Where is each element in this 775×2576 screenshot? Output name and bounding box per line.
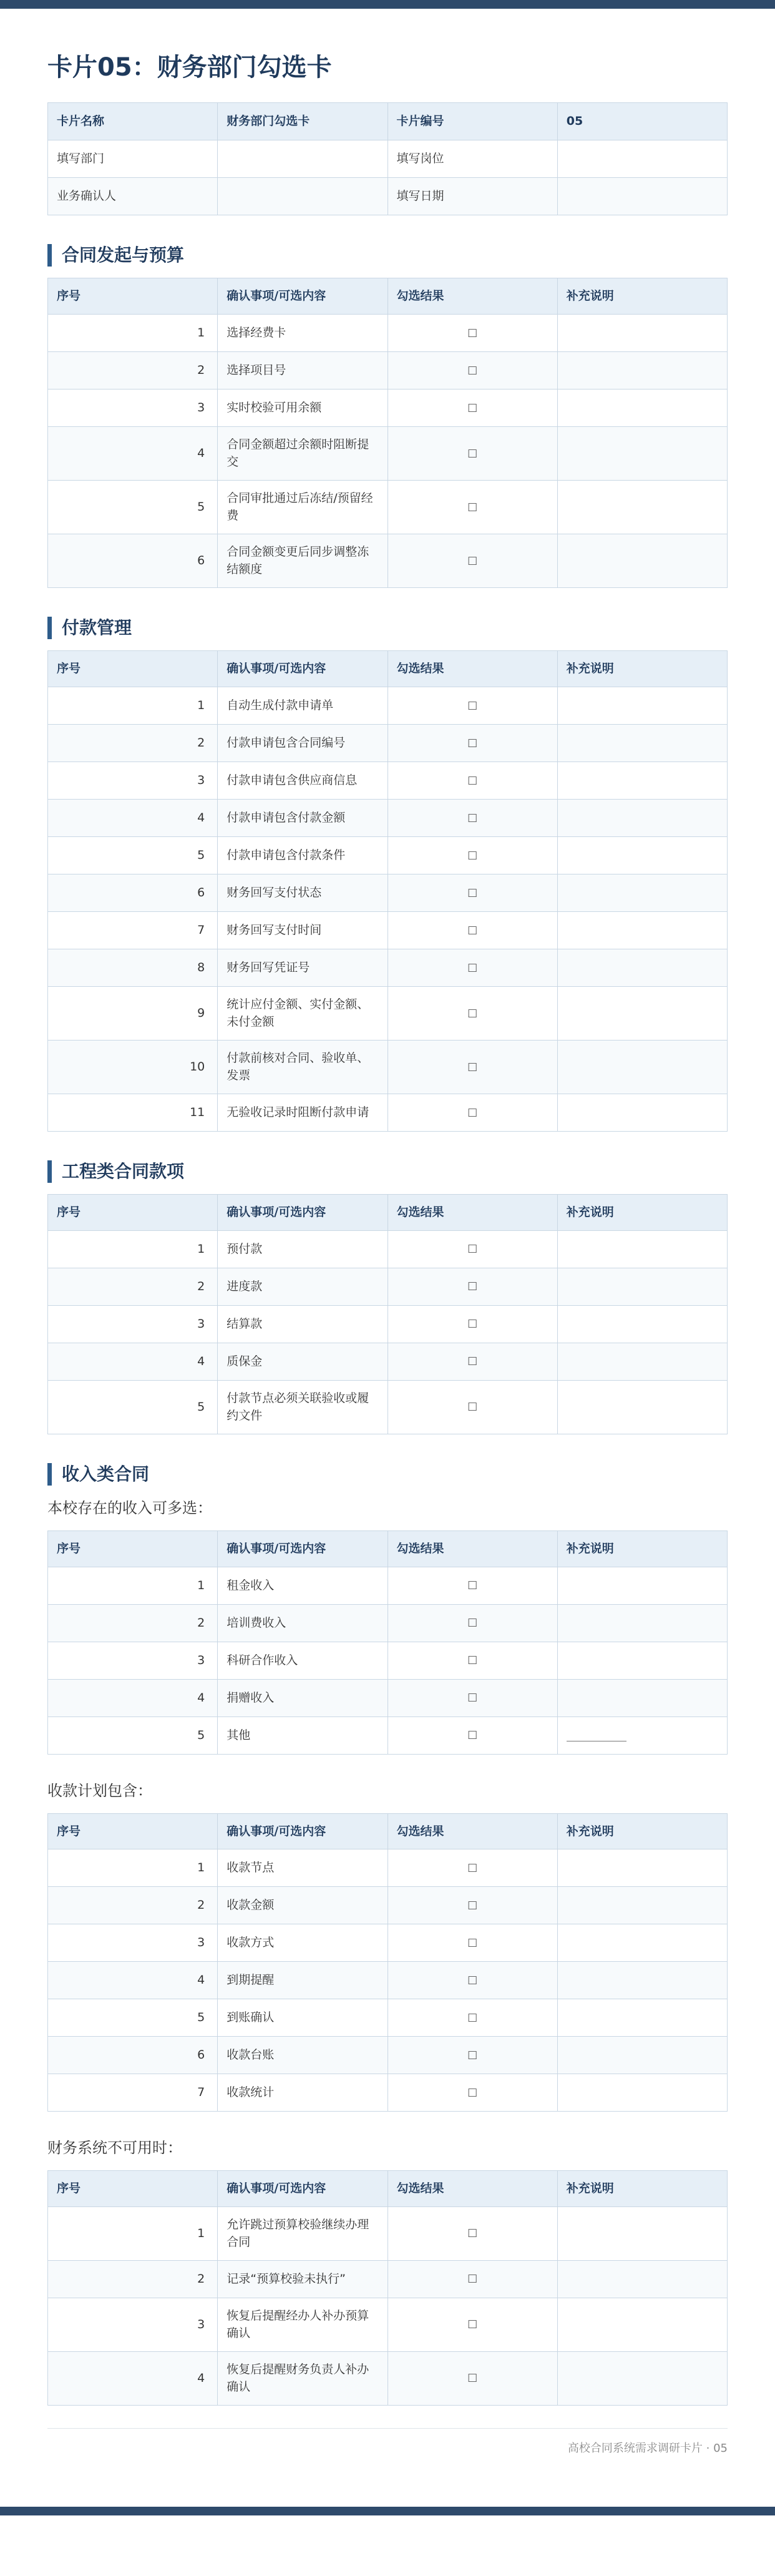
- note-cell[interactable]: [557, 351, 727, 389]
- note-cell[interactable]: [557, 986, 727, 1040]
- row-item: 付款节点必须关联验收或履约文件: [218, 1380, 388, 1434]
- note-cell[interactable]: [557, 1040, 727, 1094]
- note-cell[interactable]: [557, 426, 727, 480]
- checkbox-icon[interactable]: □: [467, 1006, 478, 1019]
- row-item: 培训费收入: [218, 1604, 388, 1642]
- header-note: 补充说明: [557, 1531, 727, 1567]
- result-cell: [388, 1380, 557, 1434]
- checkbox-icon[interactable]: □: [467, 1653, 478, 1667]
- header-result: 勾选结果: [388, 2171, 557, 2207]
- result-cell: [388, 724, 557, 762]
- result-cell: [388, 2260, 557, 2298]
- table-header-row: [48, 651, 728, 687]
- subsection-label: 收款计划包含：: [47, 1781, 152, 1800]
- checkbox-icon[interactable]: □: [467, 886, 478, 899]
- header-item: 确认事项/可选内容: [218, 1531, 388, 1567]
- result-cell: [388, 949, 557, 986]
- checkbox-icon[interactable]: □: [467, 554, 478, 567]
- table-row: [48, 2206, 728, 2260]
- subsection-label: 财务系统不可用时：: [47, 2139, 182, 2157]
- note-cell[interactable]: [557, 389, 727, 426]
- header-note: 补充说明: [557, 651, 727, 687]
- checkbox-icon[interactable]: □: [467, 2318, 478, 2331]
- result-cell: [388, 389, 557, 426]
- row-number: 2: [48, 724, 218, 762]
- row-item: 合同金额超过余额时阻断提交: [218, 426, 388, 480]
- row-number: 2: [48, 1887, 218, 1924]
- table-row: [48, 1999, 728, 2037]
- checkbox-icon[interactable]: □: [467, 1060, 478, 1073]
- row-number: 3: [48, 1924, 218, 1962]
- card-info-table: [47, 102, 728, 215]
- table-row: [48, 874, 728, 911]
- row-number: 2: [48, 2260, 218, 2298]
- header-item: 确认事项/可选内容: [218, 2171, 388, 2207]
- row-number: 7: [48, 911, 218, 949]
- table-header-row: [48, 1531, 728, 1567]
- note-cell[interactable]: [557, 534, 727, 587]
- header-note: 补充说明: [557, 1195, 727, 1231]
- checkbox-icon[interactable]: □: [467, 1400, 478, 1413]
- result-cell: [388, 1717, 557, 1754]
- row-item: 到期提醒: [218, 1962, 388, 1999]
- row-number: 4: [48, 799, 218, 836]
- table-row: [48, 2351, 728, 2405]
- row-item: 收款方式: [218, 1924, 388, 1962]
- table-row: [48, 836, 728, 874]
- note-cell[interactable]: [557, 314, 727, 351]
- result-cell: [388, 986, 557, 1040]
- table-row: [48, 1094, 728, 1131]
- note-cell[interactable]: [557, 1642, 727, 1679]
- row-item: 预付款: [218, 1230, 388, 1268]
- header-item: 确认事项/可选内容: [218, 1195, 388, 1231]
- note-cell[interactable]: [557, 2037, 727, 2074]
- checkbox-icon[interactable]: □: [467, 326, 478, 339]
- row-number: 9: [48, 986, 218, 1040]
- result-cell: [388, 1962, 557, 1999]
- row-item: 合同金额变更后同步调整冻结额度: [218, 534, 388, 587]
- row-number: 6: [48, 874, 218, 911]
- header-result: 勾选结果: [388, 1813, 557, 1849]
- row-number: 8: [48, 949, 218, 986]
- result-cell: [388, 1567, 557, 1604]
- checkbox-icon[interactable]: □: [467, 923, 478, 936]
- checkbox-icon[interactable]: □: [467, 1242, 478, 1255]
- row-item: 统计应付金额、实付金额、未付金额: [218, 986, 388, 1040]
- confirmer-label: 业务确认人: [48, 178, 218, 215]
- note-cell[interactable]: [557, 480, 727, 534]
- result-cell: [388, 314, 557, 351]
- bottom-accent-bar: [0, 2507, 775, 2515]
- top-accent-bar: [0, 0, 775, 9]
- row-number: 2: [48, 351, 218, 389]
- checkbox-icon[interactable]: □: [467, 848, 478, 861]
- section-title: 工程类合同款项: [47, 1160, 728, 1183]
- post-label: 填写岗位: [388, 140, 557, 178]
- table-row: [48, 1343, 728, 1380]
- note-cell[interactable]: [557, 687, 727, 724]
- row-item: 付款申请包含付款条件: [218, 836, 388, 874]
- row-number: 2: [48, 1268, 218, 1305]
- result-cell: [388, 687, 557, 724]
- section-title: 付款管理: [47, 617, 728, 639]
- table-row: [48, 2074, 728, 2112]
- checklist-table: [47, 1194, 728, 1434]
- checklist-table: [47, 1813, 728, 2112]
- row-number: 3: [48, 762, 218, 799]
- table-row: [48, 1604, 728, 1642]
- row-number: 3: [48, 1642, 218, 1679]
- confirmer-field[interactable]: [218, 178, 388, 215]
- note-cell[interactable]: [557, 911, 727, 949]
- checkbox-icon[interactable]: □: [467, 1728, 478, 1741]
- section-title: 收入类合同: [47, 1463, 728, 1486]
- table-row: [48, 949, 728, 986]
- blank-line[interactable]: [567, 1735, 626, 1741]
- result-cell: [388, 1343, 557, 1380]
- checkbox-icon[interactable]: □: [467, 1861, 478, 1874]
- result-cell: [388, 2298, 557, 2351]
- checkbox-icon[interactable]: □: [467, 1936, 478, 1949]
- row-number: 4: [48, 1962, 218, 1999]
- card-name-value: 财务部门勾选卡: [218, 103, 388, 140]
- sections-container: [47, 244, 728, 2406]
- result-cell: [388, 1924, 557, 1962]
- row-number: 1: [48, 687, 218, 724]
- checkbox-icon[interactable]: □: [467, 698, 478, 712]
- table-header-row: [48, 1813, 728, 1849]
- header-result: 勾选结果: [388, 1531, 557, 1567]
- checkbox-icon[interactable]: □: [467, 811, 478, 824]
- result-cell: [388, 2351, 557, 2405]
- header-no: 序号: [48, 2171, 218, 2207]
- row-item: 付款申请包含合同编号: [218, 724, 388, 762]
- header-no: 序号: [48, 651, 218, 687]
- checkbox-icon[interactable]: □: [467, 363, 478, 376]
- table-row: [48, 762, 728, 799]
- note-cell[interactable]: [557, 1305, 727, 1343]
- row-number: 10: [48, 1040, 218, 1094]
- checkbox-icon[interactable]: □: [467, 1280, 478, 1293]
- row-number: 4: [48, 2351, 218, 2405]
- checkbox-icon[interactable]: □: [467, 1354, 478, 1368]
- section-title: 合同发起与预算: [47, 244, 728, 267]
- note-cell[interactable]: [557, 949, 727, 986]
- note-cell[interactable]: [557, 1567, 727, 1604]
- result-cell: [388, 1305, 557, 1343]
- table-row: [48, 1642, 728, 1679]
- table-row: [48, 1380, 728, 1434]
- post-field[interactable]: [557, 140, 727, 178]
- table-row: [48, 1962, 728, 1999]
- row-number: 5: [48, 1999, 218, 2037]
- table-row: [48, 389, 728, 426]
- note-cell[interactable]: [557, 874, 727, 911]
- table-header-row: [48, 1195, 728, 1231]
- row-item: 付款申请包含付款金额: [218, 799, 388, 836]
- table-row: [48, 314, 728, 351]
- row-number: 2: [48, 1604, 218, 1642]
- row-item: 合同审批通过后冻结/预留经费: [218, 480, 388, 534]
- header-item: 确认事项/可选内容: [218, 651, 388, 687]
- note-cell[interactable]: [557, 2260, 727, 2298]
- table-row: [48, 911, 728, 949]
- dept-label: 填写部门: [48, 140, 218, 178]
- result-cell: [388, 836, 557, 874]
- checkbox-icon[interactable]: □: [467, 500, 478, 513]
- row-item: 恢复后提醒经办人补办预算确认: [218, 2298, 388, 2351]
- row-number: 1: [48, 2206, 218, 2260]
- header-item: 确认事项/可选内容: [218, 278, 388, 315]
- row-item: 科研合作收入: [218, 1642, 388, 1679]
- table-row: [48, 1567, 728, 1604]
- info-row: [48, 140, 728, 178]
- note-cell[interactable]: [557, 1094, 727, 1131]
- row-item: 财务回写凭证号: [218, 949, 388, 986]
- result-cell: [388, 1642, 557, 1679]
- checkbox-icon[interactable]: □: [467, 1898, 478, 1911]
- date-field[interactable]: [557, 178, 727, 215]
- table-row: [48, 480, 728, 534]
- table-row: [48, 1679, 728, 1717]
- row-item: 结算款: [218, 1305, 388, 1343]
- row-item: 选择经费卡: [218, 314, 388, 351]
- checklist-table: [47, 650, 728, 1132]
- row-item: 记录“预算校验未执行”: [218, 2260, 388, 2298]
- note-cell[interactable]: [557, 1924, 727, 1962]
- header-item: 确认事项/可选内容: [218, 1813, 388, 1849]
- table-row: [48, 1268, 728, 1305]
- row-item: 恢复后提醒财务负责人补办确认: [218, 2351, 388, 2405]
- date-label: 填写日期: [388, 178, 557, 215]
- note-cell[interactable]: [557, 1717, 727, 1754]
- page-footer: 高校合同系统需求调研卡片 · 05: [47, 2428, 728, 2457]
- table-row: [48, 1230, 728, 1268]
- header-note: 补充说明: [557, 278, 727, 315]
- row-number: 6: [48, 534, 218, 587]
- table-row: [48, 534, 728, 587]
- row-item: 付款前核对合同、验收单、发票: [218, 1040, 388, 1094]
- result-cell: [388, 911, 557, 949]
- header-result: 勾选结果: [388, 278, 557, 315]
- checkbox-icon[interactable]: □: [467, 736, 478, 749]
- row-item: 付款申请包含供应商信息: [218, 762, 388, 799]
- table-row: [48, 1849, 728, 1887]
- row-number: 4: [48, 1679, 218, 1717]
- checkbox-icon[interactable]: □: [467, 2048, 478, 2061]
- checkbox-icon[interactable]: □: [467, 1691, 478, 1704]
- header-result: 勾选结果: [388, 1195, 557, 1231]
- table-row: [48, 1717, 728, 1754]
- row-item: 收款金额: [218, 1887, 388, 1924]
- result-cell: [388, 1999, 557, 2037]
- row-item: 收款节点: [218, 1849, 388, 1887]
- row-item: 其他: [218, 1717, 388, 1754]
- row-item: 收款台账: [218, 2037, 388, 2074]
- note-cell[interactable]: [557, 2298, 727, 2351]
- row-number: 11: [48, 1094, 218, 1131]
- row-number: 5: [48, 480, 218, 534]
- info-row: [48, 178, 728, 215]
- row-number: 1: [48, 1567, 218, 1604]
- row-number: 5: [48, 836, 218, 874]
- table-row: [48, 799, 728, 836]
- result-cell: [388, 1604, 557, 1642]
- result-cell: [388, 1679, 557, 1717]
- row-item: 实时校验可用余额: [218, 389, 388, 426]
- header-note: 补充说明: [557, 1813, 727, 1849]
- row-item: 选择项目号: [218, 351, 388, 389]
- checkbox-icon[interactable]: □: [467, 2371, 478, 2384]
- card-name-label: 卡片名称: [48, 103, 218, 140]
- row-number: 1: [48, 314, 218, 351]
- checkbox-icon[interactable]: □: [467, 1579, 478, 1592]
- checkbox-icon[interactable]: □: [467, 2010, 478, 2024]
- table-row: [48, 724, 728, 762]
- row-number: 4: [48, 426, 218, 480]
- row-number: 6: [48, 2037, 218, 2074]
- header-no: 序号: [48, 1813, 218, 1849]
- note-cell[interactable]: [557, 1604, 727, 1642]
- row-item: 财务回写支付时间: [218, 911, 388, 949]
- checkbox-icon[interactable]: □: [467, 2226, 478, 2240]
- table-row: [48, 986, 728, 1040]
- checkbox-icon[interactable]: □: [467, 961, 478, 974]
- row-number: 1: [48, 1230, 218, 1268]
- checkbox-icon[interactable]: □: [467, 773, 478, 786]
- row-number: 1: [48, 1849, 218, 1887]
- note-cell[interactable]: [557, 836, 727, 874]
- table-row: [48, 2037, 728, 2074]
- result-cell: [388, 534, 557, 587]
- table-row: [48, 1040, 728, 1094]
- table-row: [48, 2298, 728, 2351]
- row-item: 财务回写支付状态: [218, 874, 388, 911]
- note-cell[interactable]: [557, 762, 727, 799]
- checkbox-icon[interactable]: □: [467, 1616, 478, 1629]
- header-no: 序号: [48, 1195, 218, 1231]
- row-item: 允许跳过预算校验继续办理合同: [218, 2206, 388, 2260]
- result-cell: [388, 799, 557, 836]
- dept-field[interactable]: [218, 140, 388, 178]
- row-item: 自动生成付款申请单: [218, 687, 388, 724]
- note-cell[interactable]: [557, 1380, 727, 1434]
- checkbox-icon[interactable]: □: [467, 1973, 478, 1986]
- row-item: 质保金: [218, 1343, 388, 1380]
- result-cell: [388, 2074, 557, 2112]
- checkbox-icon[interactable]: □: [467, 1317, 478, 1330]
- row-number: 7: [48, 2074, 218, 2112]
- row-item: 收款统计: [218, 2074, 388, 2112]
- note-cell[interactable]: [557, 799, 727, 836]
- table-header-row: [48, 278, 728, 315]
- note-cell[interactable]: [557, 2074, 727, 2112]
- checklist-table: [47, 278, 728, 588]
- result-cell: [388, 874, 557, 911]
- note-cell[interactable]: [557, 724, 727, 762]
- checkbox-icon[interactable]: □: [467, 2085, 478, 2099]
- checkbox-icon[interactable]: □: [467, 446, 478, 459]
- note-cell[interactable]: [557, 1268, 727, 1305]
- header-no: 序号: [48, 1531, 218, 1567]
- table-row: [48, 1887, 728, 1924]
- note-cell[interactable]: [557, 1849, 727, 1887]
- note-cell[interactable]: [557, 2206, 727, 2260]
- card-no-label: 卡片编号: [388, 103, 557, 140]
- row-number: 5: [48, 1380, 218, 1434]
- row-item: 无验收记录时阻断付款申请: [218, 1094, 388, 1131]
- row-item: 进度款: [218, 1268, 388, 1305]
- result-cell: [388, 1849, 557, 1887]
- note-cell[interactable]: [557, 1999, 727, 2037]
- page-title: 卡片05：财务部门勾选卡: [47, 53, 332, 82]
- card-page: [0, 9, 775, 2482]
- row-item: 捐赠收入: [218, 1679, 388, 1717]
- header-result: 勾选结果: [388, 651, 557, 687]
- note-cell[interactable]: [557, 1679, 727, 1717]
- row-number: 5: [48, 1717, 218, 1754]
- note-cell[interactable]: [557, 1887, 727, 1924]
- result-cell: [388, 762, 557, 799]
- header-no: 序号: [48, 278, 218, 315]
- result-cell: [388, 1887, 557, 1924]
- checklist-table: [47, 1530, 728, 1755]
- checkbox-icon[interactable]: □: [467, 2272, 478, 2285]
- card-no-value: 05: [557, 103, 727, 140]
- result-cell: [388, 1094, 557, 1131]
- row-number: 3: [48, 1305, 218, 1343]
- note-cell[interactable]: [557, 2351, 727, 2405]
- table-row: [48, 1924, 728, 1962]
- table-row: [48, 351, 728, 389]
- result-cell: [388, 426, 557, 480]
- row-number: 4: [48, 1343, 218, 1380]
- checkbox-icon[interactable]: □: [467, 401, 478, 414]
- result-cell: [388, 480, 557, 534]
- info-row: [48, 103, 728, 140]
- row-number: 3: [48, 389, 218, 426]
- result-cell: [388, 1268, 557, 1305]
- table-row: [48, 1305, 728, 1343]
- result-cell: [388, 351, 557, 389]
- table-header-row: [48, 2171, 728, 2207]
- row-item: 租金收入: [218, 1567, 388, 1604]
- header-note: 补充说明: [557, 2171, 727, 2207]
- table-row: [48, 2260, 728, 2298]
- subsection-label: 本校存在的收入可多选：: [47, 1499, 212, 1517]
- note-cell[interactable]: [557, 1230, 727, 1268]
- result-cell: [388, 2037, 557, 2074]
- result-cell: [388, 1040, 557, 1094]
- checkbox-icon[interactable]: □: [467, 1105, 478, 1119]
- checklist-table: [47, 2170, 728, 2406]
- result-cell: [388, 1230, 557, 1268]
- note-cell[interactable]: [557, 1962, 727, 1999]
- row-item: 到账确认: [218, 1999, 388, 2037]
- result-cell: [388, 2206, 557, 2260]
- table-row: [48, 687, 728, 724]
- table-row: [48, 426, 728, 480]
- note-cell[interactable]: [557, 1343, 727, 1380]
- row-number: 3: [48, 2298, 218, 2351]
